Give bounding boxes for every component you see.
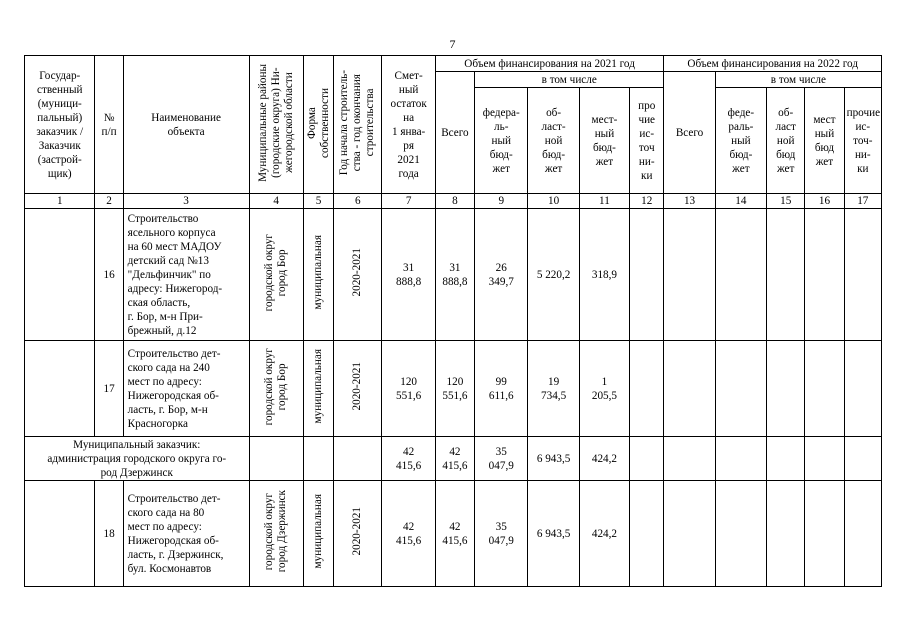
column-number: 8 (435, 194, 474, 209)
total-2022-cell (664, 341, 715, 437)
estimate-cell: 120 551,6 (382, 341, 435, 437)
local-2021-cell: 424,2 (579, 481, 629, 587)
header-regional-2022: об- ласт ной бюд жет (767, 88, 805, 194)
header-name: Наименование объекта (123, 56, 249, 194)
local-2022-cell (805, 481, 844, 587)
total-2021-cell: 31 888,8 (435, 209, 474, 341)
local-2022-cell (805, 209, 844, 341)
regional-2021-cell: 5 220,2 (528, 209, 579, 341)
row-number: 16 (95, 209, 123, 341)
federal-2022-cell (715, 341, 766, 437)
column-number: 3 (123, 194, 249, 209)
column-number: 12 (630, 194, 664, 209)
other-2022-cell (844, 437, 881, 481)
regional-2021-cell: 6 943,5 (528, 481, 579, 587)
header-other-2021: про чие ис- точ ни- ки (630, 88, 664, 194)
header-local-2022: мест ный бюд жет (805, 88, 844, 194)
header-fin-2022: Объем финансирования на 2022 год (664, 56, 882, 72)
other-2022-cell (844, 481, 881, 587)
object-name: Строительство дет- ского сада на 240 мест по адресу: Нижегородская об- ласть, г. Бор, м-н Красногорка (123, 341, 249, 437)
regional-2022-cell (767, 209, 805, 341)
customer-cell (25, 341, 95, 437)
header-total-2022: Всего (664, 72, 715, 194)
object-name: Строительство дет- ского сада на 80 мест по адресу: Нижегородская об- ласть, г. Дзержинск, бул. Космонавтов (123, 481, 249, 587)
other-2021-cell (630, 341, 664, 437)
regional-2022-cell (767, 341, 805, 437)
district-cell: городской округ город Бор (249, 209, 303, 341)
row-number: 18 (95, 481, 123, 587)
column-number: 6 (334, 194, 382, 209)
regional-2021-cell: 6 943,5 (528, 437, 579, 481)
header-fin-2021: Объем финансирования на 2021 год (435, 56, 664, 72)
column-number: 5 (303, 194, 333, 209)
table-row (25, 341, 882, 437)
years-cell (334, 437, 382, 481)
federal-2022-cell (715, 481, 766, 587)
column-number: 9 (475, 194, 528, 209)
header-federal-2022: феде- раль- ный бюд- жет (715, 88, 766, 194)
header-federal-2021: федера- ль- ный бюд- жет (475, 88, 528, 194)
years-cell: 2020-2021 (334, 209, 382, 341)
municipal-customer-label: Муниципальный заказчик: администрация городского округа го- род Дзержинск (25, 437, 250, 481)
district-cell: городской округ город Бор (249, 341, 303, 437)
header-years: Год начала строитель- ства - год окончания строительства (334, 56, 382, 194)
regional-2021-cell: 19 734,5 (528, 341, 579, 437)
regional-2022-cell (767, 437, 805, 481)
federal-2021-cell: 26 349,7 (475, 209, 528, 341)
local-2022-cell (805, 341, 844, 437)
local-2021-cell: 424,2 (579, 437, 629, 481)
federal-2021-cell: 35 047,9 (475, 481, 528, 587)
row-number: 17 (95, 341, 123, 437)
header-customer: Государ- ственный (муници- пальный) заказчик / Заказчик (застрой- щик) (25, 56, 95, 194)
estimate-cell: 31 888,8 (382, 209, 435, 341)
column-number: 1 (25, 194, 95, 209)
total-2021-cell: 42 415,6 (435, 437, 474, 481)
federal-2022-cell (715, 437, 766, 481)
years-cell: 2020-2021 (334, 481, 382, 587)
ownership-cell: муниципальная (303, 481, 333, 587)
header-local-2021: мест- ный бюд- жет (579, 88, 629, 194)
federal-2021-cell: 99 611,6 (475, 341, 528, 437)
column-number: 16 (805, 194, 844, 209)
header-ownership: Форма собственности (303, 56, 333, 194)
estimate-cell: 42 415,6 (382, 481, 435, 587)
ownership-cell (303, 437, 333, 481)
customer-cell (25, 209, 95, 341)
total-2021-cell: 42 415,6 (435, 481, 474, 587)
column-number: 11 (579, 194, 629, 209)
other-2021-cell (630, 437, 664, 481)
years-cell: 2020-2021 (334, 341, 382, 437)
district-cell (249, 437, 303, 481)
header-num: № п/п (95, 56, 123, 194)
column-number: 7 (382, 194, 435, 209)
regional-2022-cell (767, 481, 805, 587)
federal-2021-cell: 35 047,9 (475, 437, 528, 481)
other-2022-cell (844, 209, 881, 341)
table-row (25, 209, 882, 341)
federal-2022-cell (715, 209, 766, 341)
column-number: 13 (664, 194, 715, 209)
column-number: 2 (95, 194, 123, 209)
object-name: Строительство ясельного корпуса на 60 мест МАДОУ детский сад №13 "Дельфинчик" по адресу: Нижегород- ская область, г. Бор, м-н При- брежный, д.12 (123, 209, 249, 341)
header-regional-2021: об- ласт- ной бюд- жет (528, 88, 579, 194)
column-number: 17 (844, 194, 881, 209)
ownership-cell: муниципальная (303, 341, 333, 437)
local-2021-cell: 318,9 (579, 209, 629, 341)
ownership-cell: муниципальная (303, 209, 333, 341)
table-row (25, 481, 882, 587)
other-2021-cell (630, 481, 664, 587)
total-2022-cell (664, 437, 715, 481)
column-number: 14 (715, 194, 766, 209)
column-number: 10 (528, 194, 579, 209)
page-number: 7 (449, 37, 456, 51)
header-total-2021: Всего (435, 72, 474, 194)
other-2021-cell (630, 209, 664, 341)
estimate-cell: 42 415,6 (382, 437, 435, 481)
customer-cell (25, 481, 95, 587)
header-districts: Муниципальные районы (городские округа) Ни- жегородской области (249, 56, 303, 194)
financing-table (24, 55, 882, 587)
column-number: 4 (249, 194, 303, 209)
local-2022-cell (805, 437, 844, 481)
customer-row (25, 437, 882, 481)
column-numbers-row (25, 194, 882, 209)
header-other-2022: прочие ис- точ- ни- ки (844, 88, 881, 194)
header-including-2021: в том числе (475, 72, 664, 88)
header-including-2022: в том числе (715, 72, 881, 88)
total-2022-cell (664, 209, 715, 341)
column-number: 15 (767, 194, 805, 209)
local-2021-cell: 1 205,5 (579, 341, 629, 437)
district-cell: городской округ город Дзержинск (249, 481, 303, 587)
total-2021-cell: 120 551,6 (435, 341, 474, 437)
header-estimate: Смет- ный остаток на 1 янва- ря 2021 года (382, 56, 435, 194)
other-2022-cell (844, 341, 881, 437)
total-2022-cell (664, 481, 715, 587)
